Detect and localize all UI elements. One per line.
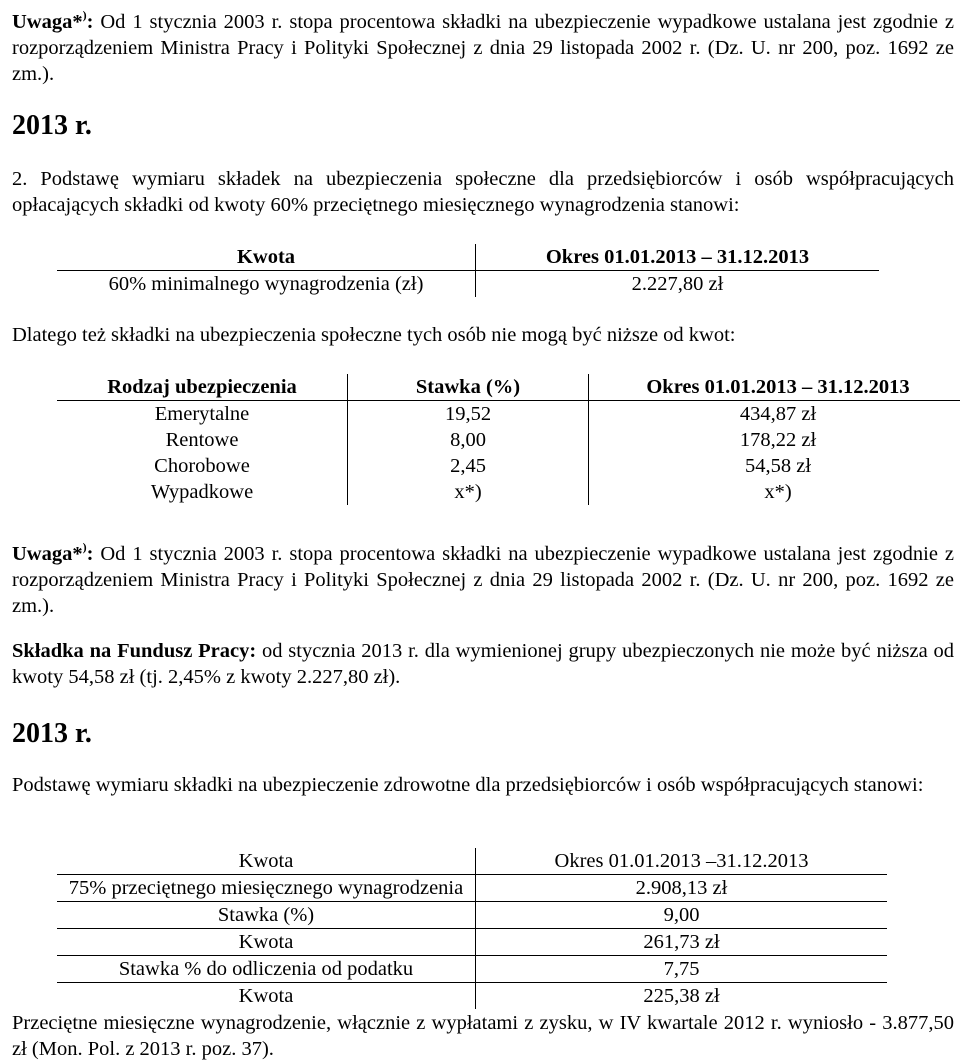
table-contributions [57, 374, 960, 505]
table-cell: 178,22 zł [589, 427, 960, 453]
table-cell: Kwota [57, 983, 476, 1010]
fund-text: od stycznia 2013 r. dla wymienionej grupy ubezpieczonych nie może być niższa od kwoty 54,58 zł (tj. 2,45% z kwoty 2.227,80 zł). [12, 640, 954, 688]
table-cell: 60% minimalnego wynagrodzenia (zł) [57, 271, 476, 298]
paragraph-base: 2. Podstawę wymiaru składek na ubezpieczenia społeczne dla przedsiębiorców i osób współpracujących opłacających składki od kwoty 60% przeciętnego miesięcznego wynagrodzenia stanowi: [12, 166, 954, 218]
year-heading-2: 2013 r. [12, 718, 92, 750]
table-cell: 19,52 [348, 401, 589, 428]
note-bottom-sup: ) [83, 540, 87, 554]
table-cell: Chorobowe [57, 453, 348, 479]
fund-paragraph [12, 638, 954, 690]
table-header-cell: Okres 01.01.2013 – 31.12.2013 [476, 244, 880, 271]
table-header-cell: Okres 01.01.2013 – 31.12.2013 [589, 374, 960, 401]
table-header-cell: Okres 01.01.2013 –31.12.2013 [476, 848, 888, 875]
table-cell: 8,00 [348, 427, 589, 453]
table-row [57, 401, 960, 428]
table-cell: 261,73 zł [476, 929, 888, 956]
table-row [57, 956, 887, 983]
table-row [57, 244, 879, 271]
note-top-label: Uwaga* [12, 11, 83, 33]
table-cell: 2.908,13 zł [476, 875, 888, 902]
table-cell: 54,58 zł [589, 453, 960, 479]
table-row [57, 875, 887, 902]
note-top-colon: : [87, 11, 94, 33]
table-row [57, 271, 879, 298]
table-row [57, 929, 887, 956]
note-bottom-label: Uwaga* [12, 543, 83, 565]
table-cell: 7,75 [476, 956, 888, 983]
table-row [57, 479, 960, 505]
table-row [57, 902, 887, 929]
table-cell: Stawka % do odliczenia od podatku [57, 956, 476, 983]
table-cell: Kwota [57, 929, 476, 956]
paragraph-health: Podstawę wymiaru składki na ubezpieczenie zdrowotne dla przedsiębiorców i osób współpracujących stanowi: [12, 772, 954, 798]
table-header-cell: Kwota [57, 244, 476, 271]
note-top-sup: ) [83, 8, 87, 22]
table-row [57, 453, 960, 479]
note-top-text: Od 1 stycznia 2003 r. stopa procentowa składki na ubezpieczenie wypadkowe ustalana jest zgodnie z rozporządzeniem Ministra Pracy i Polityki Społecznej z dnia 29 listopada 2002 r. (Dz. U. nr 200, poz. 1692 ze zm.). [12, 11, 954, 85]
table-cell: 225,38 zł [476, 983, 888, 1010]
table-cell: 2.227,80 zł [476, 271, 880, 298]
table-row [57, 427, 960, 453]
table-header-cell: Rodzaj ubezpieczenia [57, 374, 348, 401]
note-bottom-colon: : [87, 543, 94, 565]
table-cell: 2,45 [348, 453, 589, 479]
year-heading-1: 2013 r. [12, 110, 92, 142]
note-bottom [12, 534, 954, 619]
table-row [57, 374, 960, 401]
table-base [57, 244, 879, 297]
table-cell: x*) [589, 479, 960, 505]
table-cell: Wypadkowe [57, 479, 348, 505]
note-bottom-text: Od 1 stycznia 2003 r. stopa procentowa składki na ubezpieczenie wypadkowe ustalana jest zgodnie z rozporządzeniem Ministra Pracy i Polityki Społecznej z dnia 29 listopada 2002 r. (Dz. U. nr 200, poz. 1692 ze zm.). [12, 543, 954, 617]
table-cell: 434,87 zł [589, 401, 960, 428]
table-health [57, 848, 887, 1009]
paragraph-minimum: Dlatego też składki na ubezpieczenia społeczne tych osób nie mogą być niższe od kwot: [12, 322, 954, 348]
table-cell: Stawka (%) [57, 902, 476, 929]
table-row [57, 983, 887, 1010]
table-header-cell: Stawka (%) [348, 374, 589, 401]
table-header-cell: Kwota [57, 848, 476, 875]
table-row [57, 848, 887, 875]
table-cell: Rentowe [57, 427, 348, 453]
table-cell: 9,00 [476, 902, 888, 929]
table-cell: Emerytalne [57, 401, 348, 428]
note-top [12, 2, 954, 87]
table-cell: 75% przeciętnego miesięcznego wynagrodzenia [57, 875, 476, 902]
fund-label: Składka na Fundusz Pracy: [12, 640, 256, 662]
footer-note: Przeciętne miesięczne wynagrodzenie, włącznie z wypłatami z zysku, w IV kwartale 2012 r. wyniosło - 3.877,50 zł (Mon. Pol. z 2013 r. poz. 37). [12, 1010, 954, 1062]
table-cell: x*) [348, 479, 589, 505]
